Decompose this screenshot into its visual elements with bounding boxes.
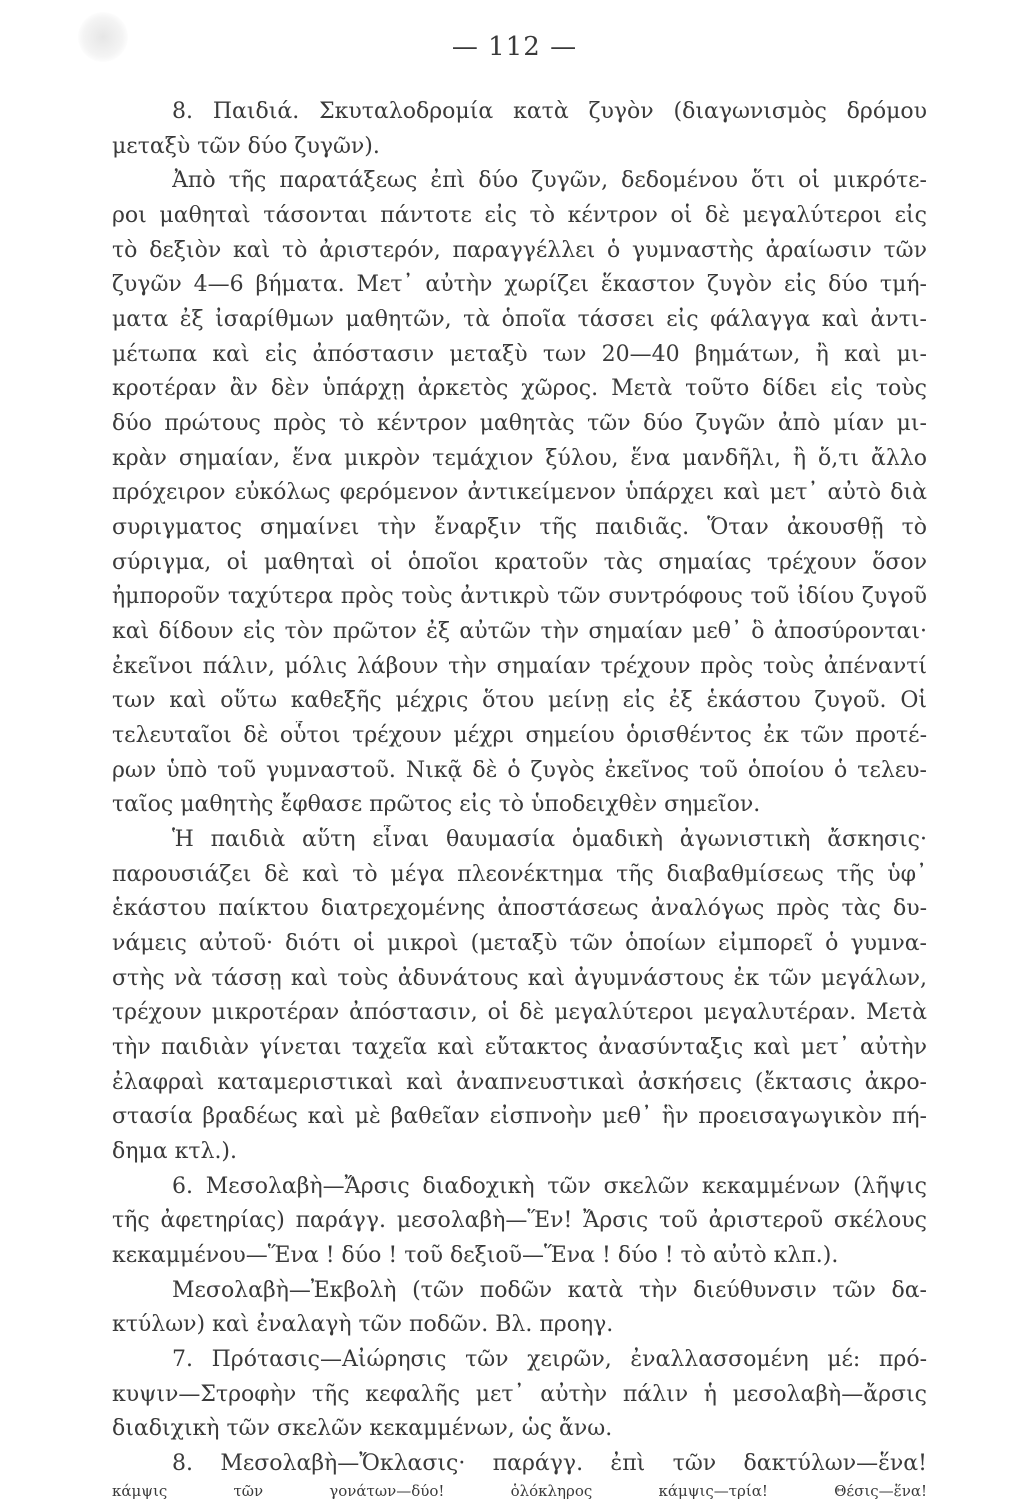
text-line: Ἡ παιδιὰ αὕτη εἶναι θαυμασία ὁμαδικὴ ἀγωνιστικὴ ἄσκησις· bbox=[172, 827, 927, 852]
text-line: ἐλαφραὶ καταμεριστικαὶ καὶ ἀναπνευστικαὶ ἀσκήσεις (ἔκτασις ἀκρο- bbox=[112, 1070, 927, 1095]
text-line: ἠμποροῦν ταχύτερα πρὸς τοὺς ἀντικρὺ τῶν συντρόφους τοῦ ἰδίου ζυγοῦ bbox=[112, 584, 927, 609]
text-line: μεταξὺ τῶν δύο ζυγῶν). bbox=[112, 134, 380, 159]
text-line: κροτέραν ἂν δὲν ὑπάρχῃ ἀρκετὸς χῶρος. Μετὰ τοῦτο δίδει εἰς τοὺς bbox=[112, 376, 927, 401]
text-line: κτύλων) καὶ ἐναλαγὴ τῶν ποδῶν. Βλ. προηγ. bbox=[112, 1312, 614, 1337]
text-line: κρὰν σημαίαν, ἕνα μικρὸν τεμάχιον ξύλου, ἕνα μανδῆλι, ἢ ὅ,τι ἄλλο bbox=[112, 446, 927, 471]
text-line: τρέχουν μικροτέραν ἀπόστασιν, οἱ δὲ μεγαλύτεροι μεγαλυτέραν. Μετὰ bbox=[112, 1000, 927, 1025]
text-line: δύο πρώτους πρὸς τὸ κέντρον μαθητὰς τῶν δύο ζυγῶν ἀπὸ μίαν μι- bbox=[112, 411, 927, 436]
text-line: καὶ δίδουν εἰς τὸν πρῶτον ἐξ αὐτῶν τὴν σημαίαν μεθ᾽ ὃ ἀποσύρονται· bbox=[112, 619, 927, 644]
text-line: τὴν παιδιὰν γίνεται ταχεῖα καὶ εὔτακτος ἀνασύνταξις καὶ μετ᾽ αὐτὴν bbox=[112, 1035, 927, 1060]
text-line: μέτωπα καὶ εἰς ἀπόστασιν μεταξὺ των 20—40 βημάτων, ἢ καὶ μι- bbox=[112, 342, 927, 367]
text-line: των καὶ οὕτω καθεξῆς μέχρις ὅτου μείνῃ εἰς ἐξ ἑκάστου ζυγοῦ. Οἱ bbox=[112, 688, 927, 713]
text-line: 8. Μεσολαβὴ—Ὄκλασις· παράγγ. ἐπὶ τῶν δακτύλων—ἕνα! bbox=[172, 1451, 927, 1476]
text-line: ματα ἐξ ἰσαρίθμων μαθητῶν, τὰ ὁποῖα τάσσει εἰς φάλαγγα καὶ ἀντι- bbox=[112, 307, 927, 332]
text-line: παρουσιάζει δὲ καὶ τὸ μέγα πλεονέκτημα τῆς διαβαθμίσεως τῆς ὑφ᾽ bbox=[112, 862, 927, 887]
text-line: ἐκεῖνοι πάλιν, μόλις λάβουν τὴν σημαίαν τρέχουν πρὸς τοὺς ἀπέναντί bbox=[112, 654, 927, 679]
text-line: δημα κτλ.). bbox=[112, 1139, 238, 1164]
text-line: κεκαμμένου—Ἕνα ! δύο ! τοῦ δεξιοῦ—Ἕνα ! δύο ! τὸ αὐτὸ κλπ.). bbox=[112, 1243, 839, 1268]
text-line: στασία βραδέως καὶ μὲ βαθεῖαν εἰσπνοὴν μεθ᾽ ἣν προεισαγωγικὸν πή- bbox=[112, 1104, 927, 1129]
text-line: νάμεις αὐτοῦ· διότι οἱ μικροὶ (μεταξὺ τῶν ὁποίων εἰμπορεῖ ὁ γυμνα- bbox=[112, 931, 927, 956]
page-number: — 112 — bbox=[451, 32, 578, 62]
text-line: συριγματος σημαίνει τὴν ἔναρξιν τῆς παιδιᾶς. Ὅταν ἀκουσθῇ τὸ bbox=[112, 515, 927, 540]
text-line: τῆς ἀφετηρίας) παράγγ. μεσολαβὴ—Ἕν! Ἄρσις τοῦ ἀριστεροῦ σκέλους bbox=[112, 1208, 927, 1233]
text-line: Μεσολαβὴ—Ἐκβολὴ (τῶν ποδῶν κατὰ τὴν διεύθυνσιν τῶν δα- bbox=[172, 1278, 927, 1303]
text-line: ταῖος μαθητὴς ἔφθασε πρῶτος εἰς τὸ ὑποδειχθὲν σημεῖον. bbox=[112, 792, 761, 817]
text-line: 7. Πρότασις—Αἰώρησις τῶν χειρῶν, ἐναλλασσομένη μέ: πρό- bbox=[172, 1347, 927, 1372]
text-line: κυψιν—Στροφὴν τῆς κεφαλῆς μετ᾽ αὐτὴν πάλιν ἡ μεσολαβὴ—ἄρσις bbox=[112, 1382, 927, 1407]
text-line: Ἀπὸ τῆς παρατάξεως ἐπὶ δύο ζυγῶν, δεδομένου ὅτι οἱ μικρότε- bbox=[172, 168, 927, 193]
text-line: διαδιχικὴ τῶν σκελῶν κεκαμμένων, ὡς ἄνω. bbox=[112, 1416, 613, 1441]
text-line: ζυγῶν 4—6 βήματα. Μετ᾽ αὐτὴν χωρίζει ἕκαστον ζυγὸν εἰς δύο τμή- bbox=[112, 272, 927, 297]
text-line: ροι μαθηταὶ τάσονται πάντοτε εἰς τὸ κέντρον οἱ δὲ μεγαλύτεροι εἰς bbox=[112, 203, 927, 228]
text-line: τὸ δεξιὸν καὶ τὸ ἀριστερόν, παραγγέλλει ὁ γυμναστὴς ἀραίωσιν τῶν bbox=[112, 238, 927, 263]
text-line: στὴς νὰ τάσσῃ καὶ τοὺς ἀδυνάτους καὶ ἀγυμνάστους ἐκ τῶν μεγάλων, bbox=[112, 966, 927, 991]
text-line: 8. Παιδιά. Σκυταλοδρομία κατὰ ζυγὸν (διαγωνισμὸς δρόμου bbox=[172, 99, 927, 124]
text-line: ρων ὑπὸ τοῦ γυμναστοῦ. Νικᾷ δὲ ὁ ζυγὸς ἐκεῖνος τοῦ ὁποίου ὁ τελευ- bbox=[112, 758, 927, 783]
text-line: σύριγμα, οἱ μαθηταὶ οἱ ὁποῖοι κρατοῦν τὰς σημαίας τρέχουν ὅσον bbox=[112, 550, 927, 575]
text-line: 6. Μεσολαβὴ—Ἄρσις διαδοχικὴ τῶν σκελῶν κεκαμμένων (λῆψις bbox=[172, 1174, 927, 1199]
text-line: πρόχειρον εὐκόλως φερόμενον ἀντικείμενον ὑπάρχει καὶ μετ᾽ αὐτὸ διὰ bbox=[112, 480, 927, 505]
text-line: τελευταῖοι δὲ οὗτοι τρέχουν μέχρι σημείου ὁρισθέντος ἐκ τῶν προτέ- bbox=[112, 723, 927, 748]
text-line: ἑκάστου παίκτου διατρεχομένης ἀποστάσεως ἀναλόγως πρὸς τὰς δυ- bbox=[112, 896, 927, 921]
text-line: κάμψις τῶν γονάτων—δύο! ὁλόκληρος κάμψις—τρία! Θέσις—ἕνα! bbox=[112, 1482, 927, 1500]
